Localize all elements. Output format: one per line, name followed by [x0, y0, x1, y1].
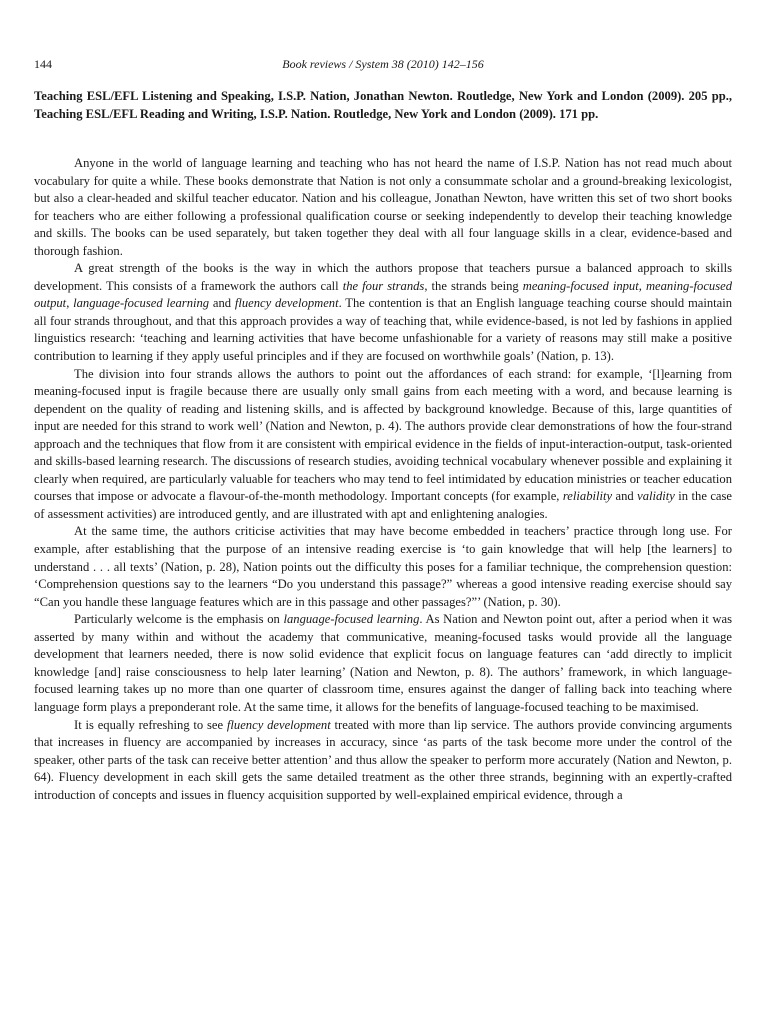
text-run: ,: [66, 296, 74, 311]
italic-term: language-focused learning: [283, 612, 420, 627]
text-run: , the strands being: [424, 278, 523, 293]
text-run: Particularly welcome is the emphasis on: [74, 612, 284, 627]
text-run: . As Nation and Newton point out, after a period when it was asserted by many within and without the academy that communicative, meaning-focused tasks would provide all the language development that learners needed, there is now solid evidence that explicit focus on language features can ‘add directly to implicit knowledge [and] raise consciousness to help later learning’ (Nation and Newton, p. 8). The authors’ framework, in which language-focused learning takes up no more than one quarter of classroom time, ensures against the danger of falling back into teaching where language form plays a preponderant role. At the same time, it allows for the benefits of language-focused teaching to be maximised.: [34, 612, 733, 714]
italic-term: the four strands: [342, 278, 425, 293]
text-run: The division into four strands allows the authors to point out the affordances of each strand: for example, ‘[l]earning from meaning-focused input is fragile because there are usually only small gains from each meeting with a word, and because learning is dependent on the quality of reading and listening skills, and is affected by background knowledge. Because of this, large quantities of input are needed for this strand to work well’ (Nation and Newton, p. 4). The authors provide clear demonstrations of how the four-strand approach and the techniques that flow from it are consistent with empirical evidence in the fields of input-interaction-output, task-oriented and skills-based learning research. The discussions of research studies, avoiding technical vocabulary whenever possible and explaining it clearly when required, are particularly valuable for teachers who may tend to feel intimidated by education ministries or teacher education courses that impose or advocate a flavour-of-the-month methodology. Important concepts (for example,: [34, 366, 732, 504]
italic-term: fluency development: [234, 296, 339, 311]
text-run: in the case of assessment activities) are introduced gently, and are illustrated with apt and enlightening analogies.: [34, 489, 733, 521]
italic-term: language-focused learning: [73, 296, 210, 311]
text-run: Anyone in the world of language learning and teaching who has not heard the name of I.S.P. Nation has not read much about vocabulary for quite a while. These books demonstrate that Nation is not only a consummate scholar and a ground-breaking lexicologist, but also a clear-headed and skilful teacher educator. Nation and his colleague, Jonathan Newton, have written this set of two short books for teachers who are either following a professional qualification course or seeking independently to develop their teaching knowledge and skills. The books can be used separately, but taken together they deal with all four language skills in a clear, evidence-based and thorough fashion.: [34, 156, 732, 258]
body-paragraph: [34, 366, 732, 524]
page-number: 144: [34, 57, 52, 71]
text-run: At the same time, the authors criticise activities that may have become embedded in teachers’ practice through long use. For example, after establishing that the purpose of an intensive reading exercise is ‘to gain knowledge that will help [the learners] to understand . . . all texts’ (Nation, p. 28), Nation points out the difficulty this poses for a familiar technique, the comprehension question: ‘Comprehension questions say to the learners “Do you understand this passage?” whereas a good intensive reading exercise should say “Can you handle these language features which are in this passage and other passages?”’ (Nation, p. 30).: [34, 524, 732, 609]
body-paragraph: [34, 155, 732, 260]
body-paragraph: [34, 523, 732, 611]
text-run: and: [209, 296, 235, 311]
body-paragraph: [34, 260, 732, 365]
text-run: It is equally refreshing to see: [74, 717, 227, 732]
body-paragraph: [34, 717, 732, 805]
text-run: . The contention is that an English language teaching course should maintain all four strands throughout, and that this approach provides a way of teaching that, while evidence-based, is not led by fashions in applied linguistics research: ‘teaching and learning activities that have become unfashionable for a variety of reasons may still make a positive contribution to learning if they apply useful principles and if they are focused on worthwhile goals’ (Nation, p. 13).: [34, 296, 733, 364]
text-run: treated with more than lip service. The authors provide convincing arguments that increases in fluency are accompanied by increases in accuracy, since ‘as parts of the task become more under the control of the speaker, other parts of the task can receive better attention’ and thus allow the speaker to perform more accurately (Nation and Newton, p. 64). Fluency development in each skill gets the same detailed treatment as the other three strands, beginning with an expertly-crafted introduction of concepts and issues in fluency acquisition supported by well-explained empirical evidence, through a: [34, 717, 732, 802]
journal-reference: Book reviews / System 38 (2010) 142–156: [282, 57, 484, 71]
italic-term: reliability: [562, 489, 613, 504]
italic-term: meaning-focused input: [522, 278, 639, 293]
review-heading: Teaching ESL/EFL Listening and Speaking, I.S.P. Nation, Jonathan Newton. Routledge, New York and London (2009). 205 pp., Teaching ESL/EFL Reading and Writing, I.S.P. Nation. Routledge, New York and London (2009). 171 pp.: [34, 89, 732, 121]
italic-term: validity: [637, 489, 675, 504]
text-run: A great strength of the books is the way in which the authors propose that teachers pursue a balanced approach to skills development. This consists of a framework the authors call: [34, 261, 732, 293]
review-body: [34, 155, 732, 804]
text-run: and: [612, 489, 638, 504]
text-run: ,: [638, 278, 646, 293]
italic-term: meaning-focused output: [34, 278, 732, 311]
running-head: [34, 57, 732, 75]
italic-term: fluency development: [226, 717, 331, 732]
body-paragraph: [34, 611, 732, 716]
